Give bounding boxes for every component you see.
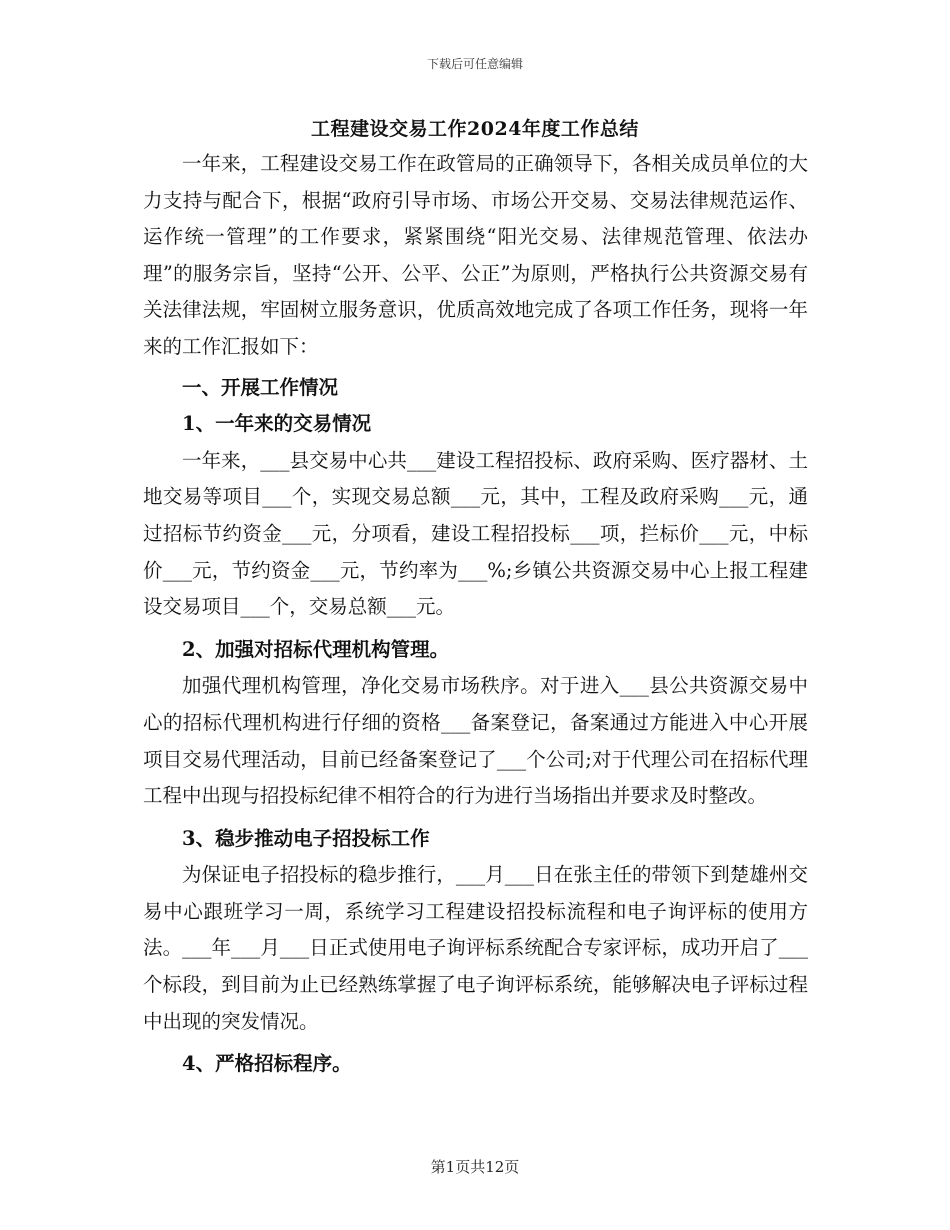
subsection-heading-4: 4、严格招标程序。 [182,1052,352,1076]
page-number: 第1页共12页 [430,1158,520,1176]
section-heading-1: 一、开展工作情况 [182,375,339,399]
subsection-paragraph-1: 一年来，___县交易中心共___建设工程招投标、政府采购、医疗器材、土地交易等项目___个，实现交易总额___元，其中，工程及政府采购___元，通过招标节约资金___元，分项看，建设工程招投标___项，拦标价___元，中标价___元，节约资金___元，节约率为___%;乡镇公共资源交易中心上报工程建设交易项目___个，交易总额___元。 [143,448,808,619]
document-title: 工程建设交易工作2024年度工作总结 [311,118,639,140]
subsection-paragraph-3: 为保证电子招投标的稳步推行，___月___日在张主任的带领下到楚雄州交易中心跟班学习一周，系统学习工程建设招投标流程和电子询评标的使用方法。___年___月___日正式使用电子询评标系统配合专家评标，成功开启了___个标段，到目前为止已经熟练掌握了电子询评标系统，能够解决电子评标过程中出现的突发情况。 [143,863,808,1033]
document-body [143,146,808,1083]
intro-paragraph: 一年来，工程建设交易工作在政管局的正确领导下，各相关成员单位的大力支持与配合下，根据“政府引导市场、市场公开交易、交易法律规范运作、运作统一管理”的工作要求，紧紧围绕“阳光交易、法律规范管理、依法办理”的服务宗旨，坚持“公开、公平、公正”为原则，严格执行公共资源交易有关法律法规，牢固树立服务意识，优质高效地完成了各项工作任务，现将一年来的工作汇报如下： [143,152,808,358]
subsection-heading-2: 2、加强对招标代理机构管理。 [182,637,450,661]
subsection-paragraph-2: 加强代理机构管理，净化交易市场秩序。对于进入___县公共资源交易中心的招标代理机构进行仔细的资格___备案登记，备案通过方能进入中心开展项目交易代理活动，目前已经备案登记了___个公司;对于代理公司在招标代理工程中出现与招投标纪律不相符合的行为进行当场指出并要求及时整改。 [143,674,808,808]
subsection-heading-3: 3、稳步推动电子招投标工作 [182,826,430,850]
page-header-note: 下载后可任意编辑 [426,57,523,71]
subsection-heading-1: 1、一年来的交易情况 [182,412,372,436]
